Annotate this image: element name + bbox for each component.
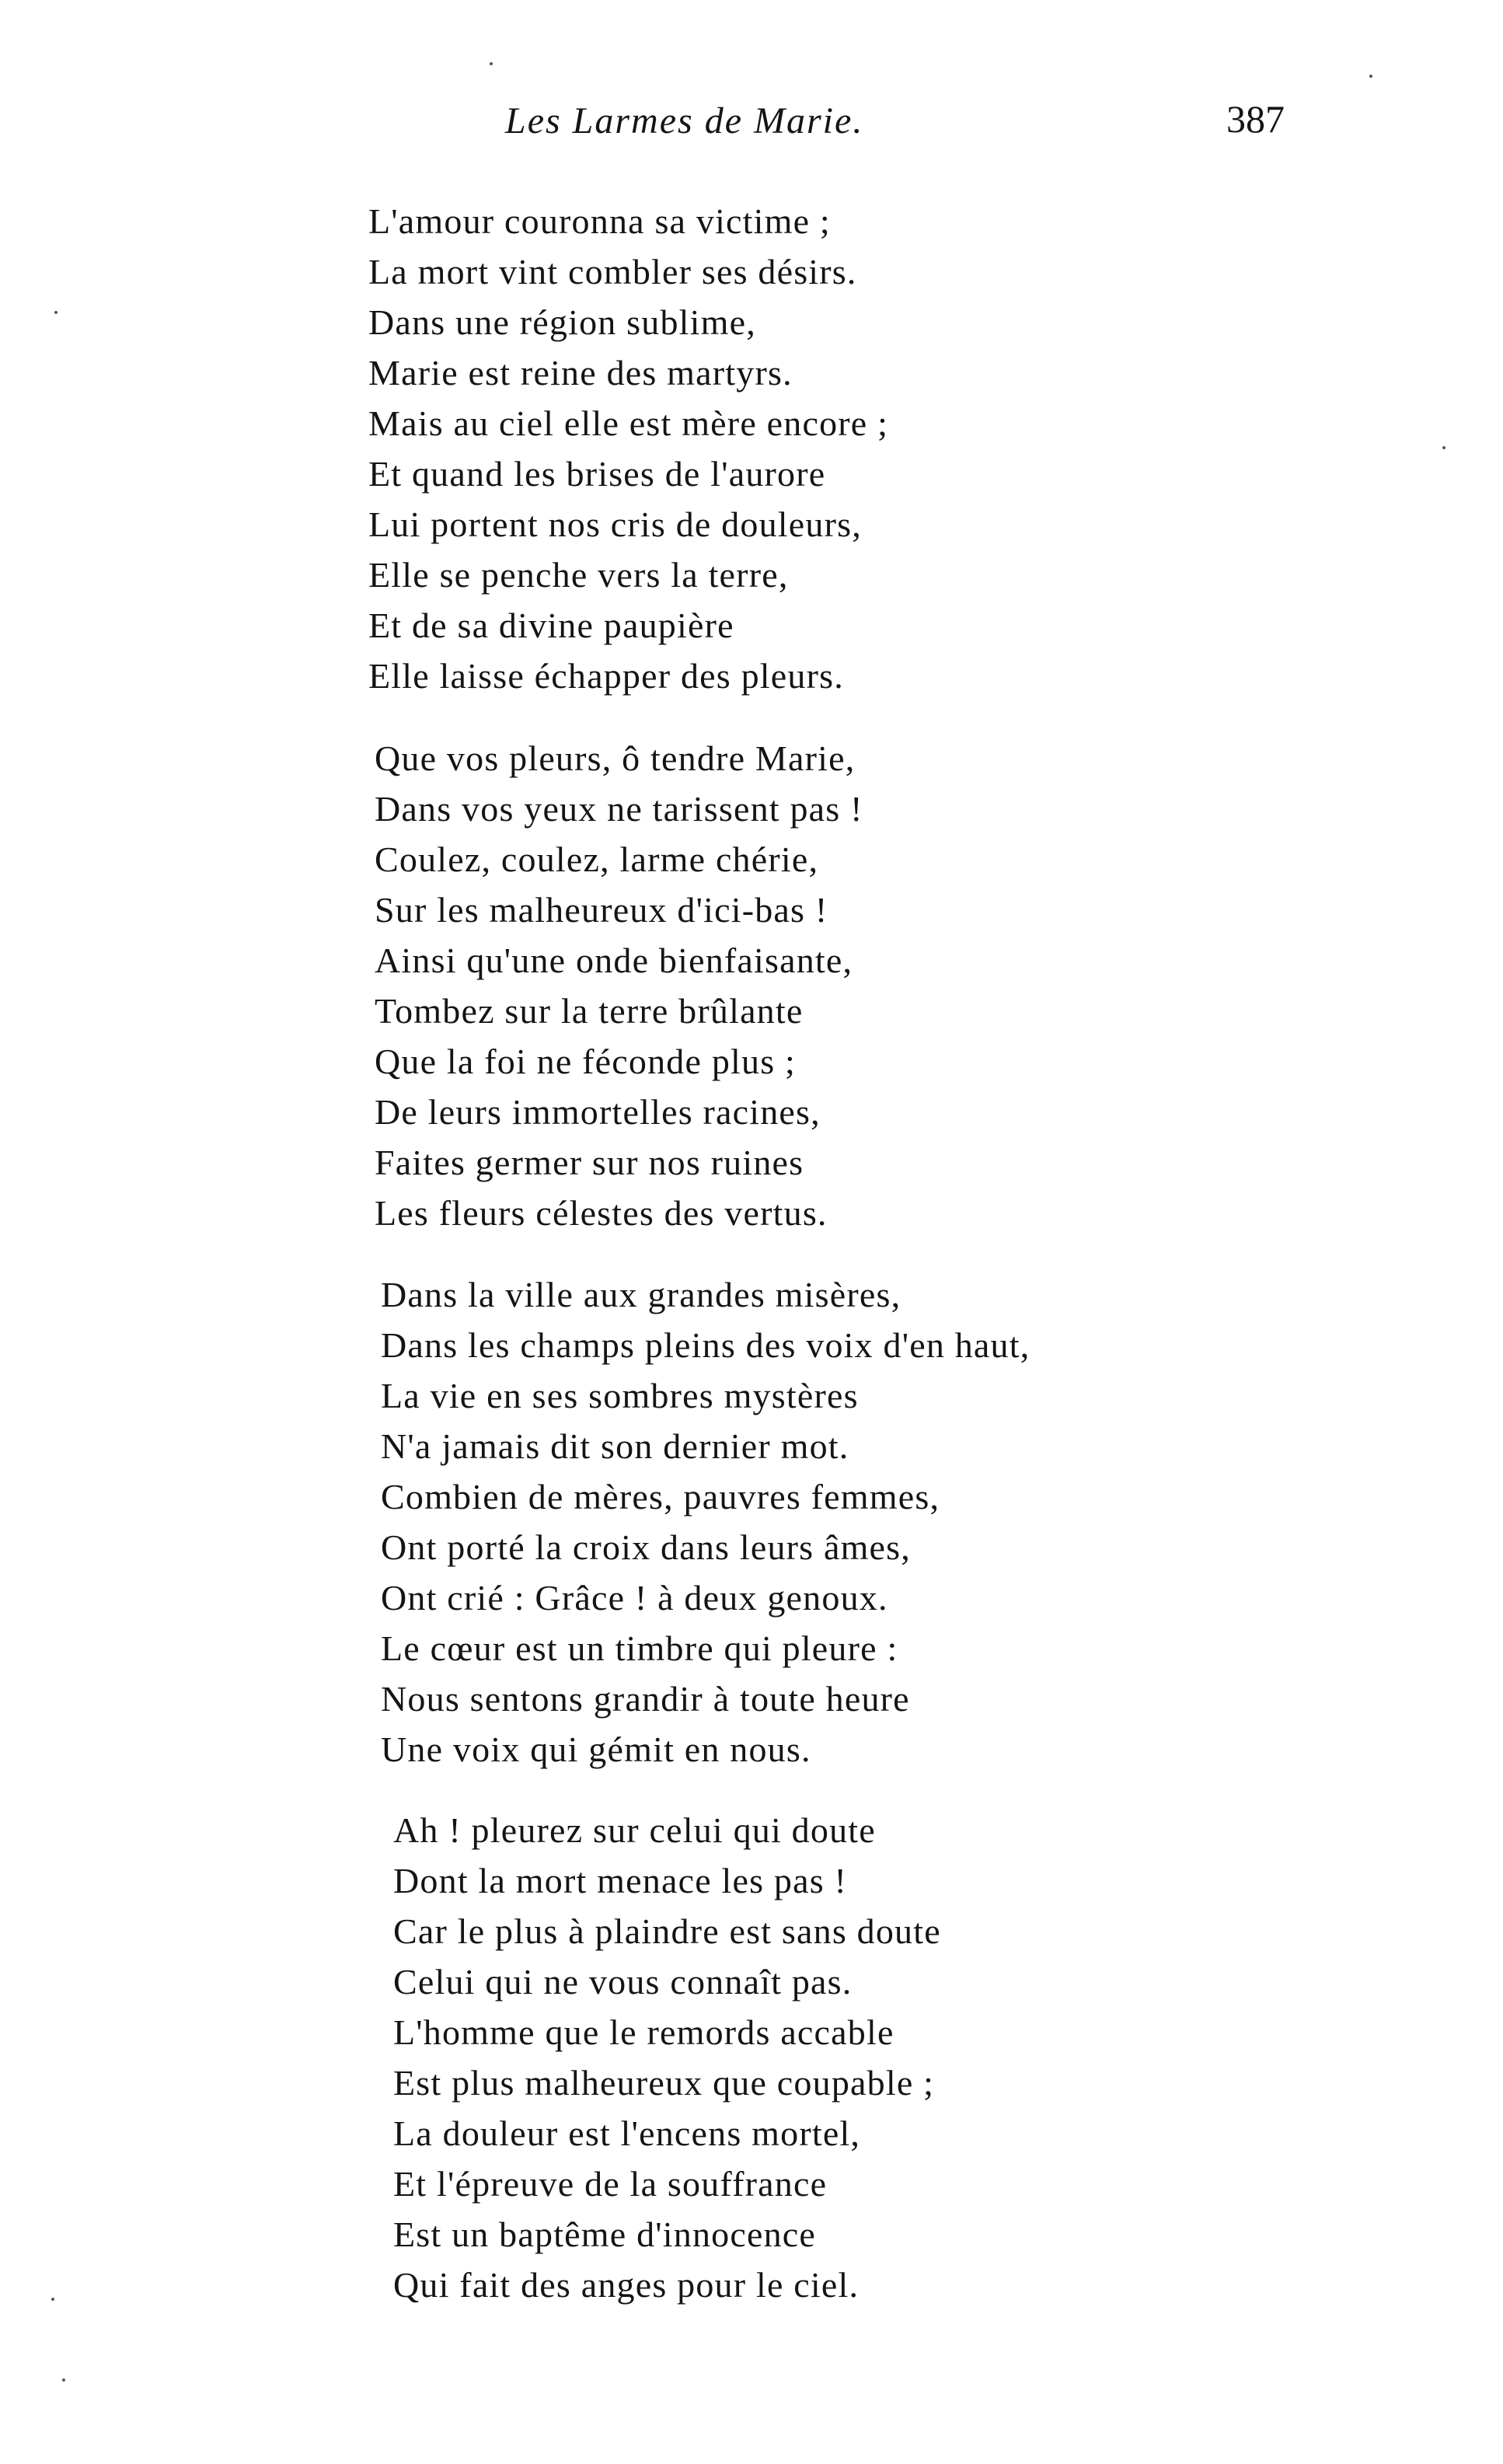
- verse-line: N'a jamais dit son dernier mot.: [381, 1426, 849, 1466]
- verse-line: Qui fait des anges pour le ciel.: [393, 2265, 860, 2305]
- verse-line: Ainsi qu'une onde bienfaisante,: [375, 941, 853, 980]
- verse-line: L'amour couronna sa victime ;: [368, 201, 831, 241]
- verse-line: La vie en ses sombres mystères: [381, 1376, 859, 1415]
- verse-line: Elle se penche vers la terre,: [368, 555, 789, 595]
- verse-line: Et quand les brises de l'aurore: [368, 454, 826, 494]
- verse-line: Une voix qui gémit en nous.: [381, 1729, 811, 1769]
- verse-line: Elle laisse échapper des pleurs.: [368, 656, 844, 696]
- verse-line: Que la foi ne féconde plus ;: [375, 1042, 796, 1081]
- verse-line: Marie est reine des martyrs.: [368, 353, 793, 393]
- verse-line: Dans la ville aux grandes misères,: [381, 1275, 901, 1314]
- verse-line: Car le plus à plaindre est sans doute: [393, 1911, 941, 1951]
- verse-line: De leurs immortelles racines,: [375, 1092, 821, 1132]
- verse-line: Le cœur est un timbre qui pleure :: [381, 1628, 898, 1668]
- verse-line: Sur les malheureux d'ici-bas !: [375, 890, 828, 930]
- scan-speck: [51, 2298, 54, 2301]
- verse-line: Lui portent nos cris de douleurs,: [368, 504, 862, 544]
- stanza-2: [375, 733, 863, 1238]
- verse-line: Les fleurs célestes des vertus.: [375, 1193, 828, 1233]
- verse-line: Coulez, coulez, larme chérie,: [375, 839, 819, 879]
- scan-speck: [1369, 75, 1372, 78]
- verse-line: Ont crié : Grâce ! à deux genoux.: [381, 1578, 888, 1618]
- verse-line: Que vos pleurs, ô tendre Marie,: [375, 738, 856, 778]
- verse-line: Et l'épreuve de la souffrance: [393, 2164, 828, 2204]
- verse-line: Celui qui ne vous connaît pas.: [393, 1962, 853, 2002]
- verse-line: Et de sa divine paupière: [368, 606, 734, 645]
- stanza-3: [381, 1269, 1030, 1775]
- verse-line: Mais au ciel elle est mère encore ;: [368, 403, 889, 443]
- verse-line: Dans vos yeux ne tarissent pas !: [375, 789, 863, 829]
- stanza-4: [393, 1805, 941, 2310]
- verse-line: Ah ! pleurez sur celui qui doute: [393, 1810, 876, 1850]
- scan-speck: [1442, 446, 1445, 449]
- verse-line: Combien de mères, pauvres femmes,: [381, 1477, 940, 1516]
- page-number: 387: [1226, 97, 1285, 141]
- running-title: Les Larmes de Marie.: [505, 100, 864, 141]
- verse-line: Nous sentons grandir à toute heure: [381, 1679, 910, 1719]
- verse-line: Est un baptême d'innocence: [393, 2214, 817, 2254]
- verse-line: Dans les champs pleins des voix d'en haut,: [381, 1325, 1030, 1365]
- verse-line: La mort vint combler ses désirs.: [368, 252, 857, 291]
- verse-line: Dans une région sublime,: [368, 302, 756, 342]
- verse-line: Tombez sur la terre brûlante: [375, 991, 804, 1031]
- verse-line: La douleur est l'encens mortel,: [393, 2113, 861, 2153]
- verse-line: L'homme que le remords accable: [393, 2012, 894, 2052]
- verse-line: Est plus malheureux que coupable ;: [393, 2063, 935, 2103]
- verse-line: Dont la mort menace les pas !: [393, 1861, 848, 1900]
- scan-speck: [490, 62, 493, 65]
- scan-speck: [62, 2378, 65, 2382]
- scan-speck: [54, 311, 58, 314]
- verse-line: Ont porté la croix dans leurs âmes,: [381, 1527, 911, 1567]
- stanza-1: [368, 196, 888, 701]
- verse-line: Faites germer sur nos ruines: [375, 1143, 804, 1182]
